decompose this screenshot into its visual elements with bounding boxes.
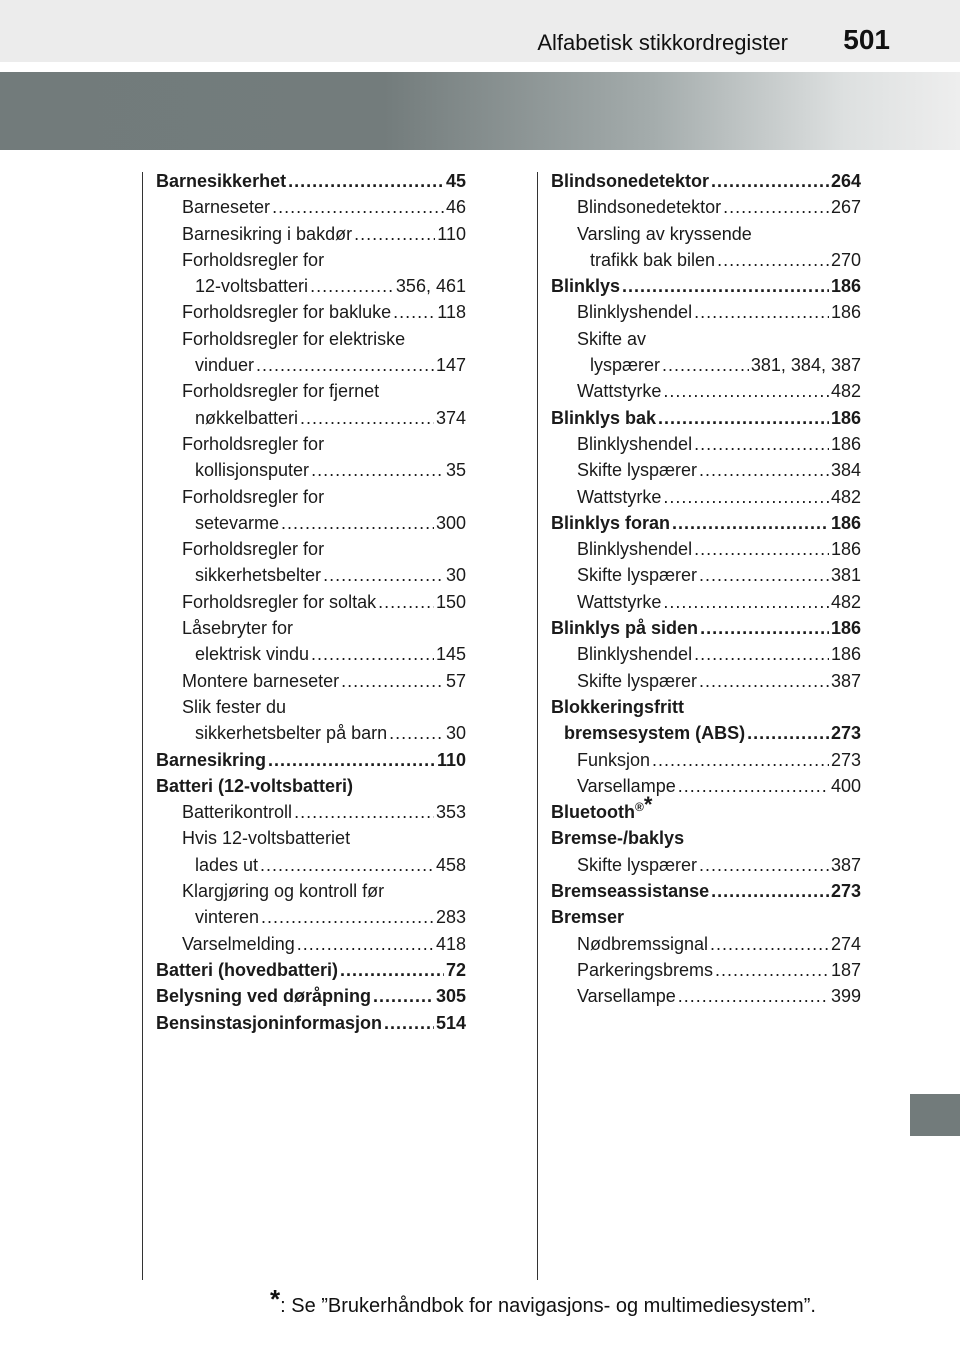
- index-entry-text: Forholdsregler for: [182, 433, 325, 454]
- index-entry-text: Forholdsregler for: [182, 486, 325, 507]
- index-entry: [551, 484, 861, 510]
- dot-leader: [373, 983, 434, 1009]
- index-entry: [156, 799, 466, 825]
- page-number: 501: [843, 24, 890, 55]
- index-entry-text: Blinklys: [551, 276, 621, 297]
- index-entry: [156, 904, 466, 930]
- dot-leader: [694, 641, 829, 667]
- dot-leader: [622, 273, 829, 299]
- dot-leader: [272, 194, 444, 220]
- index-entry-text: Wattstyrke: [577, 486, 662, 507]
- index-entry-text: Bremseassistanse: [551, 881, 710, 902]
- index-entry: [551, 431, 861, 457]
- index-entry: [551, 378, 861, 404]
- dot-leader: [389, 720, 444, 746]
- index-entry-page: 267: [830, 197, 861, 218]
- index-entry: [551, 536, 861, 562]
- index-entry-text: Varsling av kryssende: [577, 223, 752, 244]
- dot-leader: [268, 747, 435, 773]
- index-entry-text: Klargjøring og kontroll før: [182, 881, 385, 902]
- dot-leader: [747, 720, 829, 746]
- index-entry-text: Bremse-/baklys: [551, 828, 685, 849]
- dot-leader: [711, 878, 829, 904]
- index-entry-page: 387: [830, 854, 861, 875]
- index-entry-page: 186: [830, 407, 861, 428]
- dot-leader: [710, 931, 829, 957]
- dot-leader: [699, 852, 829, 878]
- left-column-rule: [142, 172, 143, 1280]
- index-entry-page: 514: [435, 1012, 466, 1033]
- dot-leader: [711, 168, 829, 194]
- index-entry: [156, 484, 466, 510]
- footnote-text: : Se ”Brukerhåndbok for navigasjons- og multimediesystem”.: [280, 1295, 816, 1317]
- index-entry-page: 35: [445, 460, 466, 481]
- index-entry-text: Blinklyshendel: [577, 644, 693, 665]
- index-entry: [156, 299, 466, 325]
- index-entry: [156, 747, 466, 773]
- index-entry-text: Barnesikring: [156, 749, 267, 770]
- index-entry-text: vinteren: [195, 907, 260, 928]
- index-entry-text: Belysning ved døråpning: [156, 986, 372, 1007]
- index-entry-page: 387: [830, 670, 861, 691]
- index-entry: [156, 1010, 466, 1036]
- index-entry-page: 384: [830, 460, 861, 481]
- index-entry-text: Skifte lyspærer: [577, 460, 698, 481]
- index-entry: [156, 852, 466, 878]
- footnote-marker: *: [270, 1284, 281, 1314]
- index-entry-text: lades ut: [195, 854, 259, 875]
- index-entry-page: 187: [830, 959, 861, 980]
- dot-leader: [717, 247, 829, 273]
- index-entry-text: elektrisk vindu: [195, 644, 310, 665]
- index-entry-page: 45: [445, 171, 466, 191]
- dot-leader: [694, 536, 829, 562]
- index-entry: [156, 536, 466, 562]
- dot-leader: [354, 221, 435, 247]
- index-entry-text: Forholdsregler for bakluke: [182, 302, 392, 323]
- index-entry-page: 399: [830, 986, 861, 1007]
- index-entry-page: 145: [435, 644, 466, 665]
- index-entry-text: Bremser: [551, 907, 625, 928]
- index-entry: [156, 510, 466, 536]
- dot-leader: [699, 457, 829, 483]
- index-entry-text: 12-voltsbatteri: [195, 276, 309, 297]
- index-entry: [156, 694, 466, 720]
- index-entry-text: Blindsonedetektor: [577, 197, 722, 218]
- dot-leader: [663, 378, 829, 404]
- dot-leader: [658, 405, 829, 431]
- dot-leader: [662, 352, 749, 378]
- index-entry-text: Blindsonedetektor: [551, 171, 710, 191]
- dot-leader: [288, 168, 444, 194]
- dot-leader: [672, 510, 829, 536]
- dot-leader: [663, 589, 829, 615]
- index-entry-text: Blinklys foran: [551, 512, 671, 533]
- index-entry-page: 418: [435, 933, 466, 954]
- index-entry-text: lyspærer: [590, 355, 661, 376]
- index-entry: [156, 957, 466, 983]
- index-entry: [156, 326, 466, 352]
- index-entry-page: 305: [435, 986, 466, 1007]
- index-entry-page: 186: [830, 618, 861, 639]
- index-column-right: [551, 168, 861, 1010]
- index-entry-page: 458: [435, 854, 466, 875]
- index-entry: [551, 589, 861, 615]
- index-entry-text: kollisjonsputer: [195, 460, 310, 481]
- footnote: [270, 1284, 816, 1318]
- index-entry: [156, 168, 466, 194]
- index-entry-text: Blinklyshendel: [577, 302, 693, 323]
- dot-leader: [378, 589, 434, 615]
- index-entry-page: 110: [437, 223, 466, 244]
- index-entry-page: 270: [830, 249, 861, 270]
- index-entry-page: 147: [435, 355, 466, 376]
- index-entry-page: 46: [445, 197, 466, 218]
- page-header: [0, 0, 960, 62]
- index-entry-text: Nødbremssignal: [577, 933, 709, 954]
- dot-leader: [723, 194, 829, 220]
- index-entry: [156, 668, 466, 694]
- index-entry-text: Slik fester du: [182, 696, 287, 717]
- index-entry-text: Skifte lyspærer: [577, 565, 698, 586]
- index-entry-text: Hvis 12-voltsbatteriet: [182, 828, 351, 849]
- index-entry-page: 353: [435, 802, 466, 823]
- index-entry: [156, 273, 466, 299]
- index-entry: [156, 641, 466, 667]
- index-entry: [551, 352, 861, 378]
- index-entry-text: sikkerhetsbelter: [195, 565, 322, 586]
- index-entry-page: 186: [830, 433, 861, 454]
- index-entry-text: Bensinstasjoninformasjon: [156, 1012, 383, 1033]
- dot-leader: [340, 957, 444, 983]
- index-entry-text: trafikk bak bilen: [590, 249, 716, 270]
- dot-leader: [310, 273, 394, 299]
- middle-column-rule: [537, 172, 538, 1280]
- index-entry: [551, 825, 861, 851]
- index-entry: [156, 221, 466, 247]
- index-entry: [551, 983, 861, 1009]
- index-entry: [551, 299, 861, 325]
- index-entry-page: 186: [830, 276, 861, 297]
- index-entry: [551, 904, 861, 930]
- index-entry-text: vinduer: [195, 355, 255, 376]
- index-entry: [551, 168, 861, 194]
- index-entry: [156, 431, 466, 457]
- index-entry-text: Blinklys bak: [551, 407, 657, 428]
- index-entry-text: Varsellampe: [577, 986, 676, 1007]
- dot-leader: [294, 799, 434, 825]
- index-entry: [551, 878, 861, 904]
- index-entry-text: Batteri (hovedbatteri): [156, 959, 339, 980]
- index-entry-text: Forholdsregler for fjernet: [182, 381, 380, 402]
- index-entry: [156, 825, 466, 851]
- index-entry: [551, 720, 861, 746]
- index-entry: [551, 931, 861, 957]
- dot-leader: [652, 747, 829, 773]
- index-entry-text: Blinklys på siden: [551, 618, 699, 639]
- index-entry-text: Skifte av: [577, 328, 647, 349]
- index-entry: [156, 615, 466, 641]
- index-entry-page: 186: [830, 539, 861, 560]
- index-entry-text: Forholdsregler for: [182, 249, 325, 270]
- index-entry-text: nøkkelbatteri: [195, 407, 299, 428]
- dot-leader: [678, 983, 829, 1009]
- index-entry: [551, 326, 861, 352]
- index-entry-text: Varselmelding: [182, 933, 295, 954]
- dot-leader: [323, 562, 444, 588]
- index-entry-text: Montere barneseter: [182, 670, 340, 691]
- index-entry: [551, 273, 861, 299]
- footnote-star: *: [643, 792, 653, 818]
- index-entry-text: Batterikontroll: [182, 802, 293, 823]
- index-entry-text: Blokkeringsfritt: [551, 696, 685, 717]
- index-entry-text: Batteri (12-voltsbatteri): [156, 775, 354, 796]
- index-entry: [156, 931, 466, 957]
- index-entry-text: Forholdsregler for: [182, 539, 325, 560]
- index-entry: [156, 983, 466, 1009]
- index-entry-page: 264: [830, 171, 861, 191]
- dot-leader: [311, 457, 444, 483]
- index-entry: [551, 792, 861, 825]
- index-entry: [551, 852, 861, 878]
- index-entry-page: 273: [830, 723, 861, 744]
- index-entry: [551, 694, 861, 720]
- index-entry-page: 381, 384, 387: [750, 355, 861, 376]
- index-entry-page: 30: [445, 565, 466, 586]
- index-entry: [156, 405, 466, 431]
- dot-leader: [261, 904, 434, 930]
- index-entry: [156, 589, 466, 615]
- dot-leader: [260, 852, 434, 878]
- index-entry-page: 273: [830, 749, 861, 770]
- index-entry-text: Varsellampe: [577, 775, 676, 796]
- index-entry: [551, 615, 861, 641]
- index-entry-text: Barneseter: [182, 197, 271, 218]
- index-entry: [156, 457, 466, 483]
- index-entry-page: 381: [830, 565, 861, 586]
- index-entry: [551, 405, 861, 431]
- index-entry-page: 356, 461: [395, 276, 466, 297]
- index-entry-text: Blinklyshendel: [577, 539, 693, 560]
- index-entry-text: Funksjon: [577, 749, 651, 770]
- index-entry-page: 374: [435, 407, 466, 428]
- index-entry-text: Barnesikkerhet: [156, 171, 287, 191]
- index-column-left: [156, 168, 466, 1036]
- index-entry-page: 72: [445, 959, 466, 980]
- index-entry: [551, 773, 861, 799]
- index-entry-text: Wattstyrke: [577, 381, 662, 402]
- index-entry-page: 300: [435, 512, 466, 533]
- index-entry-page: 186: [830, 512, 861, 533]
- index-entry-page: 110: [436, 749, 466, 770]
- dot-leader: [663, 484, 829, 510]
- index-entry-text: Wattstyrke: [577, 591, 662, 612]
- index-entry-text: Bluetooth®*: [551, 792, 653, 823]
- registered-mark: ®: [634, 800, 644, 815]
- index-entry-text: setevarme: [195, 512, 280, 533]
- index-entry-text: bremsesystem (ABS): [564, 723, 746, 744]
- dot-leader: [700, 615, 829, 641]
- dot-leader: [384, 1010, 434, 1036]
- index-entry: [551, 641, 861, 667]
- index-entry: [156, 720, 466, 746]
- index-entry: [156, 878, 466, 904]
- index-entry-page: 273: [830, 881, 861, 902]
- index-entry-page: 482: [830, 486, 861, 507]
- dot-leader: [311, 641, 434, 667]
- index-entry-page: 186: [830, 644, 861, 665]
- index-entry-text: Låsebryter for: [182, 618, 294, 639]
- dot-leader: [393, 299, 435, 325]
- index-entry: [551, 747, 861, 773]
- index-entry-page: 482: [830, 591, 861, 612]
- index-entry-page: 400: [830, 775, 861, 796]
- index-entry: [551, 247, 861, 273]
- index-entry-text: Blinklyshendel: [577, 433, 693, 454]
- index-entry-page: 186: [830, 302, 861, 323]
- index-entry-text: Skifte lyspærer: [577, 670, 698, 691]
- section-title: Alfabetisk stikkordregister: [537, 30, 788, 55]
- dot-leader: [699, 562, 829, 588]
- index-entry: [156, 194, 466, 220]
- dot-leader: [694, 299, 829, 325]
- index-entry-page: 274: [830, 933, 861, 954]
- index-entry-page: 482: [830, 381, 861, 402]
- index-entry: [551, 194, 861, 220]
- index-entry-text: Forholdsregler for elektriske: [182, 328, 406, 349]
- index-entry: [156, 773, 466, 799]
- index-entry: [156, 378, 466, 404]
- index-entry: [156, 247, 466, 273]
- index-entry: [551, 668, 861, 694]
- dot-leader: [678, 773, 829, 799]
- dot-leader: [256, 352, 434, 378]
- dot-leader: [341, 668, 444, 694]
- index-entry: [156, 562, 466, 588]
- dot-leader: [281, 510, 434, 536]
- dot-leader: [694, 431, 829, 457]
- index-thumb-tab: [910, 1094, 960, 1136]
- dot-leader: [699, 668, 829, 694]
- index-entry: [551, 957, 861, 983]
- index-entry-text: Forholdsregler for soltak: [182, 591, 377, 612]
- section-banner: [0, 72, 960, 150]
- index-entry-page: 118: [437, 302, 466, 323]
- index-entry-page: 57: [445, 670, 466, 691]
- dot-leader: [715, 957, 829, 983]
- index-entry-page: 30: [445, 723, 466, 744]
- index-entry-text: Barnesikring i bakdør: [182, 223, 353, 244]
- index-entry-text: Parkeringsbrems: [577, 959, 714, 980]
- index-entry: [551, 457, 861, 483]
- index-entry: [551, 221, 861, 247]
- index-entry: [551, 510, 861, 536]
- index-entry-text: Skifte lyspærer: [577, 854, 698, 875]
- dot-leader: [297, 931, 434, 957]
- index-entry: [551, 562, 861, 588]
- index-entry: [156, 352, 466, 378]
- index-entry-text: sikkerhetsbelter på barn: [195, 723, 388, 744]
- dot-leader: [300, 405, 434, 431]
- index-entry-page: 283: [435, 907, 466, 928]
- index-entry-page: 150: [435, 591, 466, 612]
